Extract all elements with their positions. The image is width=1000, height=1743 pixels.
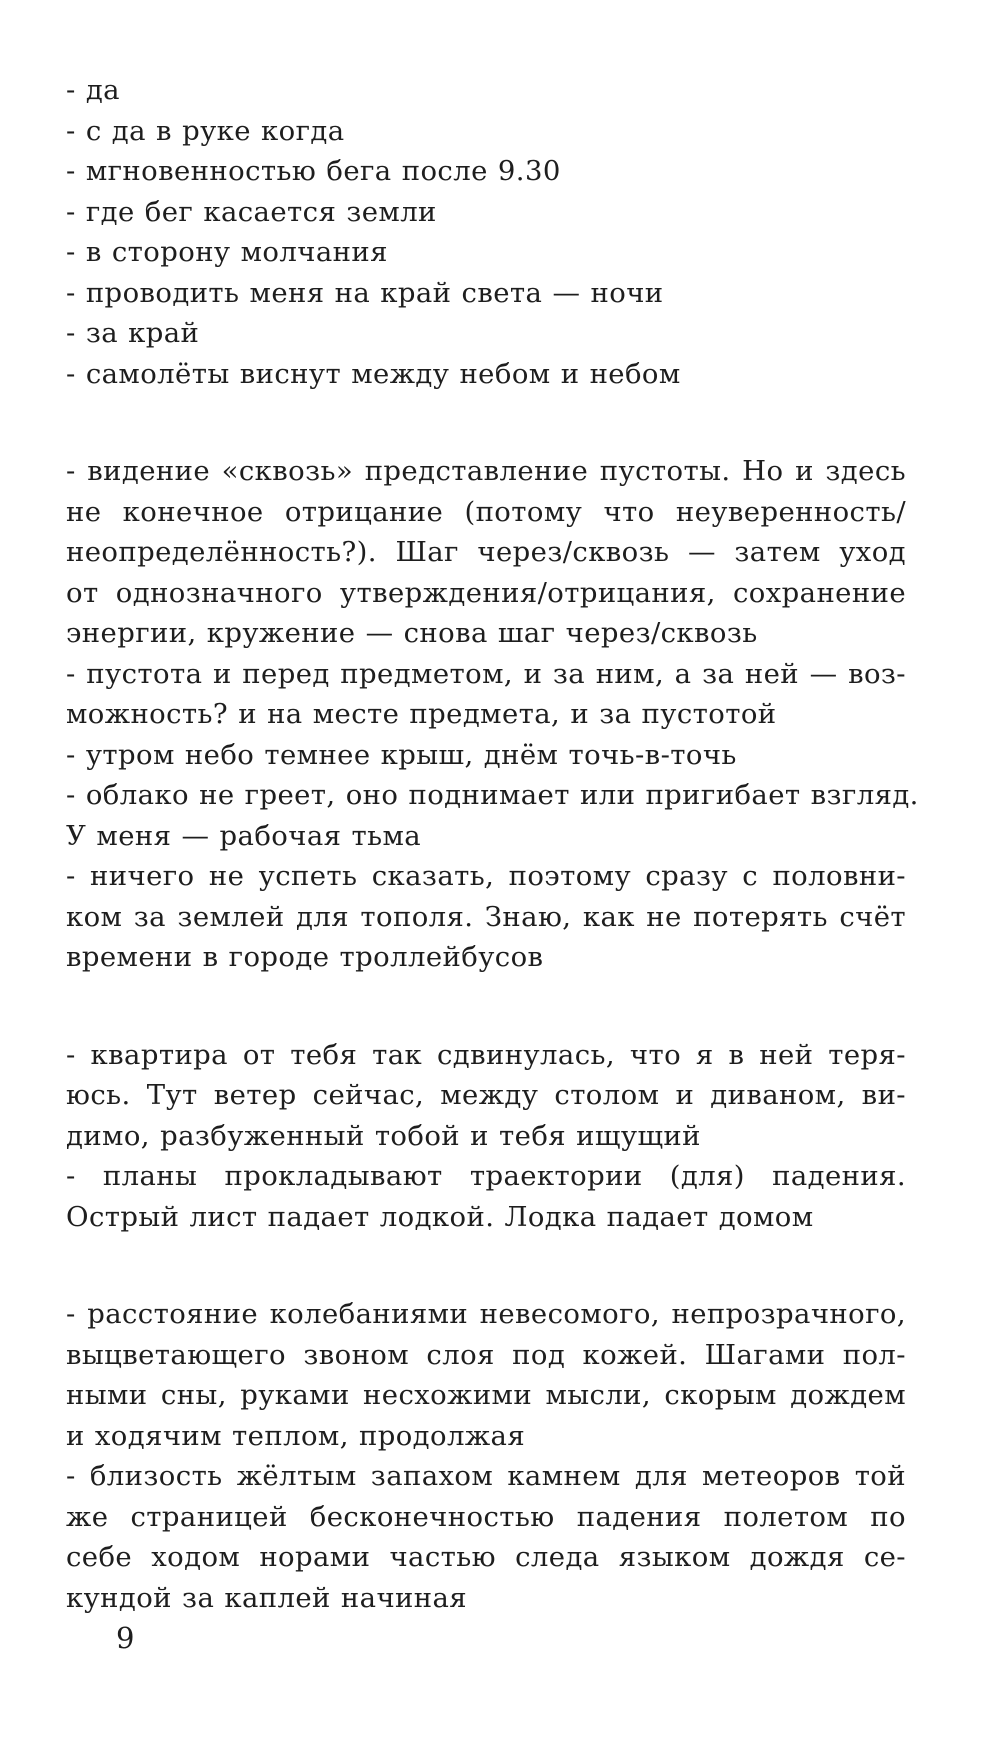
text-line: - видение «сквозь» представление пустоты. Но и здесь (66, 455, 906, 487)
stanza-1 (66, 70, 906, 394)
text-line: - расстояние колебаниями невесомого, непрозрачного, (66, 1298, 906, 1330)
stanza-4 (66, 1294, 906, 1618)
text-line: димо, разбуженный тобой и тебя ищущий (66, 1119, 701, 1152)
stanza-gap (66, 1237, 906, 1294)
text-line: же страницей бесконечностью падения полетом по (66, 1500, 906, 1533)
page-number: 9 (116, 1621, 135, 1655)
text-line: - квартира от тебя так сдвинулась, что я в ней теря- (66, 1038, 906, 1071)
text-line: энергии, кружение — снова шаг через/сквозь (66, 617, 758, 649)
text-line: времени в городе троллейбусов (66, 941, 544, 973)
text-line: - в сторону молчания (66, 236, 388, 268)
stanza-2 (66, 451, 919, 978)
text-line: выцветающего звоном слоя под кожей. Шагами пол- (66, 1338, 906, 1371)
stanza-gap (66, 394, 906, 451)
text-line: юсь. Тут ветер сейчас, между столом и диваном, ви- (66, 1079, 906, 1111)
text-line: можность? и на месте предмета, и за пустотой (66, 698, 777, 730)
text-line: - ничего не успеть сказать, поэтому сразу с половни- (66, 860, 906, 892)
text-line: Острый лист падает лодкой. Лодка падает домом (66, 1200, 814, 1233)
stanza-gap (66, 978, 906, 1035)
text-line: - пустота и перед предметом, и за ним, а за ней — воз- (66, 657, 906, 690)
stanza-3 (66, 1035, 906, 1238)
text-line: - где бег касается земли (66, 195, 437, 228)
text-line: - самолёты виснут между небом и небом (66, 357, 681, 390)
text-line: кундой за каплей начиная (66, 1581, 468, 1614)
text-line: - да (66, 74, 120, 106)
text-line: - облако не греет, оно поднимает или пригибает взгляд. (66, 779, 919, 811)
text-line: себе ходом норами частью следа языком дождя се- (66, 1541, 906, 1573)
text-line: от однозначного утверждения/отрицания, сохранение (66, 576, 906, 609)
text-line: неопределённость?). Шаг через/сквозь — затем уход (66, 536, 906, 568)
text-line: - мгновенностью бега после 9.30 (66, 155, 561, 187)
text-line: не конечное отрицание (потому что неуверенность/ (66, 495, 906, 528)
text-line: - с да в руке когда (66, 114, 345, 147)
text-line: ными сны, руками несхожими мысли, скорым дождем (66, 1379, 906, 1411)
text-line: - проводить меня на край света — ночи (66, 276, 664, 309)
text-line: - за край (66, 317, 200, 349)
text-line: У меня — рабочая тьма (66, 819, 422, 852)
text-line: и ходячим теплом, продолжая (66, 1419, 526, 1452)
text-line: - близость жёлтым запахом камнем для метеоров той (66, 1460, 906, 1492)
text-line: - утром небо темнее крыш, днём точь-в-точь (66, 738, 737, 771)
text-line: - планы прокладывают траектории (для) падения. (66, 1160, 906, 1192)
text-line: ком за землей для тополя. Знаю, как не потерять счёт (66, 900, 906, 933)
page-text (66, 70, 919, 1618)
